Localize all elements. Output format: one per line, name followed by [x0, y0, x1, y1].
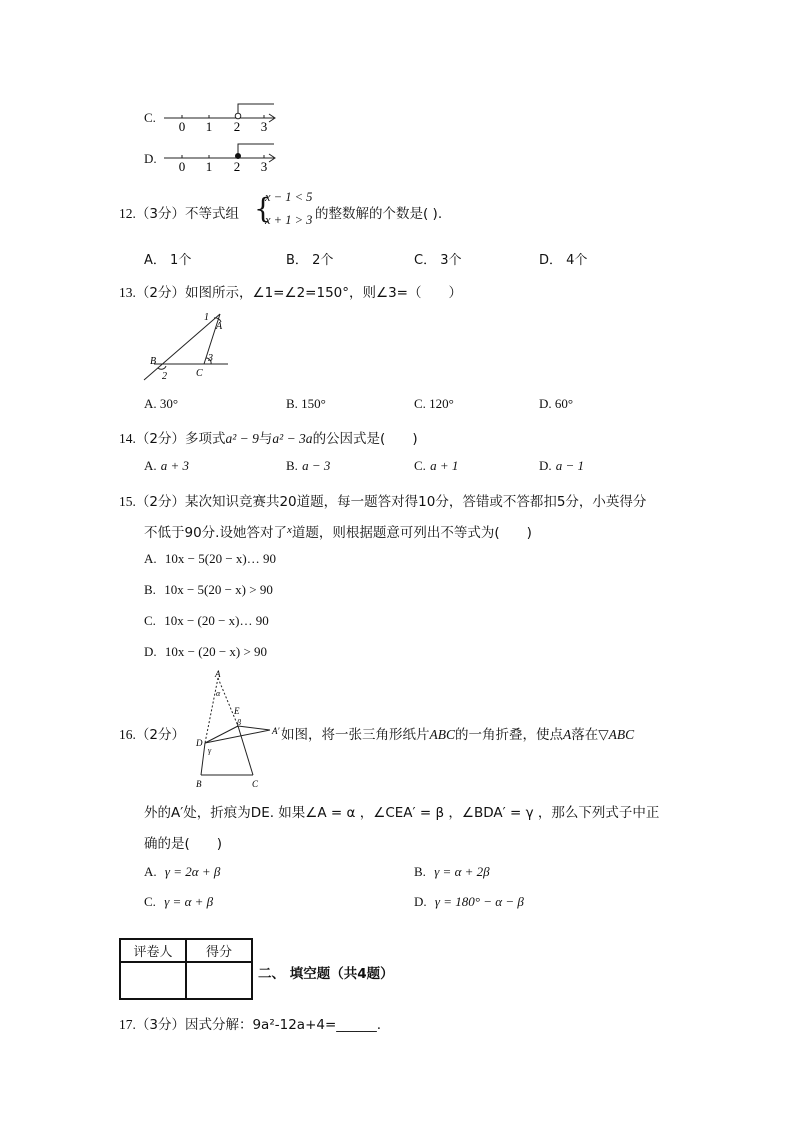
q12-option-d: D． 4个 — [539, 253, 588, 268]
q14-option-d: D. a − 1 — [539, 458, 585, 473]
q13-label-1: 1 — [204, 312, 209, 323]
q16-figure — [190, 668, 282, 794]
q11d-tick-3: 3 — [260, 159, 268, 174]
q16-label-alpha: α — [216, 689, 221, 698]
q16-label-d: D — [196, 738, 203, 748]
q11c-tick-2: 2 — [233, 119, 241, 134]
q11-option-c-label: C. — [144, 110, 156, 125]
q16-option-a: A. γ = 2α + β — [144, 864, 221, 879]
q16-number-points: 16.（2分） — [119, 727, 185, 743]
q11-option-c-number-line — [162, 100, 282, 136]
q12-inequality-1: x − 1 < 5 — [265, 190, 313, 204]
q12-option-c: C． 3个 — [414, 253, 462, 268]
grader-score-table — [119, 938, 253, 1000]
q16-option-d: D. γ = 180° − α − β — [414, 894, 524, 909]
q11c-tick-3: 3 — [260, 119, 268, 134]
q15-stem-line2: 不低于90分.设她答对了$^x$道题，则根据题意可列出不等式为( ) — [144, 524, 532, 541]
q12-option-a: A． 1个 — [144, 253, 192, 268]
q14-option-b: B. a − 3 — [286, 458, 331, 473]
q12-inequality-2: x + 1 > 3 — [265, 213, 313, 227]
q13-label-3: 3 — [208, 353, 213, 364]
grader-cell — [120, 962, 186, 999]
q13-option-a: A. 30° — [144, 396, 179, 411]
q12-option-b: B． 2个 — [286, 253, 334, 268]
q16-label-gamma: γ — [208, 746, 212, 755]
q16-option-b: B. γ = α + 2β — [414, 864, 490, 879]
q16-label-b: B — [196, 779, 202, 789]
q12-text-after: 的整数解的个数是( ). — [315, 206, 443, 222]
q16-label-a: A — [215, 669, 221, 679]
q16-option-c: C. γ = α + β — [144, 894, 214, 909]
q16-stem-line2: 外的A′处，折痕为DE. 如果∠A = α ，∠CEA′ = β ，∠BDA′ = γ ，那么下列式子中正 — [144, 805, 660, 821]
q13-label-c: C — [196, 368, 203, 379]
q16-stem-line3: 确的是( ) — [144, 836, 223, 852]
q11c-tick-1: 1 — [205, 119, 213, 134]
q17-stem: 17.（3分）因式分解：9a²-12a+4=______. — [119, 1017, 382, 1033]
q15-stem-line1: 15.（2分）某次知识竞赛共20道题，每一题答对得10分，答错或不答都扣5分，小英得分 — [119, 494, 647, 510]
q15-option-a: A. 10x − 5(20 − x)… 90 — [144, 551, 276, 566]
q12-brace: { — [254, 192, 272, 225]
q11-option-d-label: D. — [144, 151, 157, 166]
q15-option-b: B. 10x − 5(20 − x) > 90 — [144, 582, 273, 597]
q14-option-c: C. a + 1 — [414, 458, 459, 473]
q15-option-d: D. 10x − (20 − x) > 90 — [144, 644, 268, 659]
q12-number: 12. — [119, 206, 136, 221]
q16-label-a-prime: A′ — [272, 726, 280, 736]
section2-title: 二、 填空题（共4题） — [258, 966, 394, 982]
q14-option-a: A. a + 3 — [144, 458, 190, 473]
score-header: 得分 — [186, 939, 252, 962]
q13-option-d: D. 60° — [539, 396, 574, 411]
q12-stem — [119, 202, 239, 222]
q15-option-c: C. 10x − (20 − x)… 90 — [144, 613, 269, 628]
q13-option-b: B. 150° — [286, 396, 326, 411]
q16-label-c: C — [252, 779, 259, 789]
q13-stem: 13.（2分）如图所示，∠1=∠2=150°，则∠3=（ ） — [119, 285, 462, 301]
q11c-tick-0: 0 — [178, 119, 186, 134]
q11d-tick-2: 2 — [233, 159, 241, 174]
q11d-tick-0: 0 — [178, 159, 186, 174]
q13-label-b: B — [150, 356, 157, 367]
score-cell — [186, 962, 252, 999]
q12-text-before: 不等式组 — [184, 206, 239, 222]
q16-label-e: E — [234, 706, 240, 716]
q13-option-c: C. 120° — [414, 396, 454, 411]
q11d-tick-1: 1 — [205, 159, 213, 174]
q13-label-2: 2 — [162, 371, 167, 382]
grader-header: 评卷人 — [120, 939, 186, 962]
q16-stem-line1: 如图，将一张三角形纸片ABC的一角折叠，使点A落在▽ABC — [281, 727, 635, 743]
q13-label-a: A — [216, 321, 223, 332]
q11-option-d-number-line — [162, 140, 282, 176]
q16-label-beta: β — [237, 718, 241, 727]
q13-figure — [140, 306, 240, 386]
q14-stem: 14.（2分）多项式a² − 9与a² − 3a的公因式是( ) — [119, 431, 418, 447]
q12-points: （3分） — [135, 206, 185, 222]
